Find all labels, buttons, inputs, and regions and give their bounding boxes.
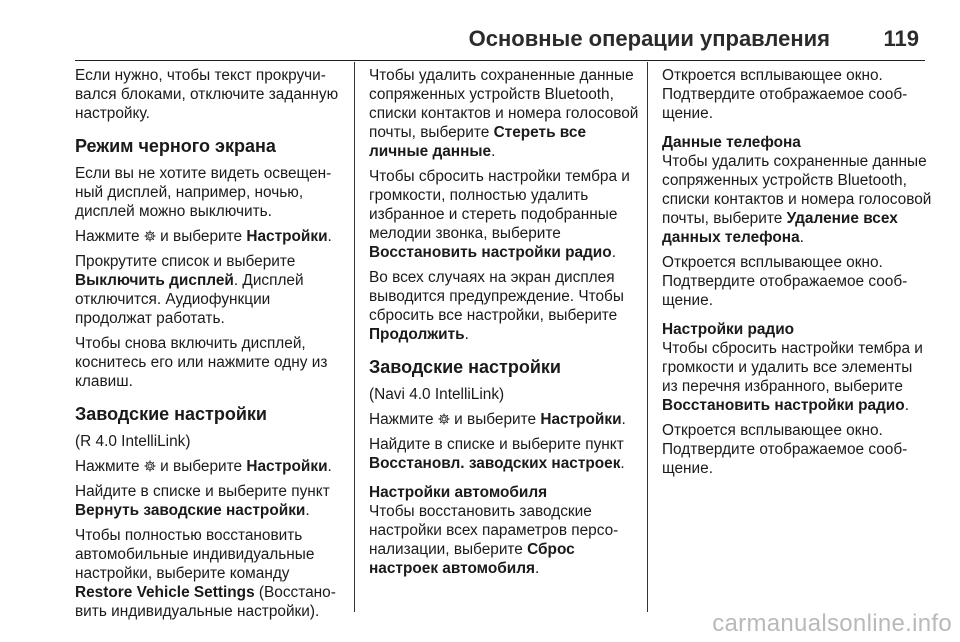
- paragraph: [369, 268, 639, 344]
- text: и выберите: [160, 458, 243, 475]
- paragraph: [662, 152, 932, 247]
- gear-icon: [144, 230, 156, 242]
- heading-radio-settings: Настройки радио: [662, 321, 795, 338]
- paragraph: Чтобы снова включить дисплей, коснитесь его или нажмите одну из клавиш.: [75, 335, 328, 390]
- menu-item-display-off: Выключить дисплей: [75, 272, 234, 289]
- paragraph: [75, 457, 345, 476]
- paragraph: [75, 227, 345, 246]
- text: .: [534, 560, 540, 577]
- paragraph: [369, 167, 639, 262]
- text: .: [904, 397, 909, 414]
- text: Чтобы полностью восстановить автомобильные индивидуальные настройки, выберите команду: [75, 527, 315, 582]
- text: .: [305, 502, 310, 519]
- paragraph: Откроется всплывающее окно. Подтвердите отображаемое сообщение.: [662, 422, 908, 477]
- paragraph: [75, 482, 345, 520]
- heading-phone-data: Данные телефона: [662, 134, 801, 151]
- paragraph: [369, 410, 639, 429]
- text: Чтобы сбросить настройки тембра и громкости и удалить все элементы из перечня избранного, выберите: [662, 340, 923, 395]
- menu-item-reset-vehicle: Сброс настроек автомобиля: [369, 541, 575, 577]
- text: .: [464, 326, 469, 343]
- text: .: [621, 411, 626, 428]
- text: .: [491, 143, 496, 160]
- menu-item-restore-vehicle: Restore Vehicle Settings: [75, 584, 255, 601]
- gear-icon: [438, 413, 450, 425]
- text: Нажмите: [369, 411, 434, 428]
- text: .: [620, 455, 625, 472]
- paragraph: (R 4.0 IntelliLink): [75, 433, 191, 450]
- menu-item-restore-radio: Восстановить настройки радио: [662, 397, 905, 414]
- text: Нажмите: [75, 458, 140, 475]
- text: Нажмите: [75, 228, 140, 245]
- text: Найдите в списке и выберите пункт: [369, 436, 624, 453]
- text: Прокрутите список и выберите: [75, 253, 296, 270]
- menu-item-erase-personal: Стереть все личные данные: [369, 124, 587, 160]
- menu-item-settings: Настройки: [246, 228, 328, 245]
- column-1: [75, 66, 345, 627]
- text: .: [799, 229, 804, 246]
- column-divider: [647, 62, 648, 612]
- column-3: [662, 66, 932, 484]
- paragraph: [75, 526, 345, 621]
- paragraph: Если нужно, чтобы текст прокручивался блоками, отключите заданную настройку.: [75, 67, 339, 122]
- heading-factory-settings: Заводские настройки: [369, 357, 561, 377]
- section-title: Основные операции управления: [468, 26, 830, 51]
- paragraph: [75, 252, 345, 328]
- text: Чтобы удалить сохраненные данные сопряженных устройств Bluetooth, списки контактов и номера голосовой почты, выберите: [369, 67, 639, 141]
- text: Чтобы восстановить заводские настройки всех параметров персонализации, выберите: [369, 503, 619, 558]
- text: Чтобы удалить сохраненные данные сопряженных устройств Bluetooth, списки контактов и номера голосовой почты, выберите: [662, 153, 932, 227]
- page-header: [75, 22, 925, 61]
- menu-item-restore-factory: Вернуть заводские настройки: [75, 502, 306, 519]
- paragraph: Откроется всплывающее окно. Подтвердите отображаемое сообщение.: [662, 254, 908, 309]
- column-divider: [354, 62, 355, 612]
- column-2: [369, 66, 639, 584]
- menu-item-restore-radio: Восстановить настройки радио: [369, 244, 612, 261]
- paragraph: Откроется всплывающее окно. Подтвердите отображаемое сообщение.: [662, 67, 908, 122]
- gear-icon: [144, 460, 156, 472]
- menu-item-continue: Продолжить: [369, 326, 465, 343]
- heading-vehicle-settings: Настройки автомобиля: [369, 484, 548, 501]
- text: Во всех случаях на экран дисплея выводится предупреждение. Чтобы сбросить все настройки, выберите: [369, 269, 624, 324]
- paragraph: [662, 339, 932, 415]
- heading-black-screen: Режим черного экрана: [75, 136, 276, 156]
- paragraph: Если вы не хотите видеть освещенный дисплей, например, ночью, дисплей можно выключить.: [75, 165, 332, 220]
- paragraph: (Navi 4.0 IntelliLink): [369, 386, 505, 403]
- menu-item-settings: Настройки: [246, 458, 328, 475]
- watermark: carmanualsonline.info: [712, 610, 952, 637]
- text: .: [611, 244, 616, 261]
- text: .: [327, 458, 332, 475]
- text: и выберите: [160, 228, 243, 245]
- page-number: 119: [883, 26, 919, 51]
- text: Найдите в списке и выберите пункт: [75, 483, 330, 500]
- text: и выберите: [454, 411, 537, 428]
- menu-item-settings: Настройки: [540, 411, 622, 428]
- menu-item-delete-phone-data: Удаление всех данных телефона: [662, 210, 898, 246]
- text: .: [327, 228, 332, 245]
- menu-item-restore-factory: Восстановл. заводских настроек: [369, 455, 621, 472]
- heading-factory-settings: Заводские настройки: [75, 404, 267, 424]
- paragraph: [369, 66, 639, 161]
- text: (Восстановить индивидуальные настройки).: [75, 584, 336, 620]
- paragraph: [369, 435, 639, 473]
- text: . Дисплей отключится. Аудиофункции продолжат работать.: [75, 272, 304, 327]
- text: Чтобы сбросить настройки тембра и громкости, полностью удалить избранное и стереть подобранные мелодии звонка, выберите: [369, 168, 630, 242]
- paragraph: [369, 502, 639, 578]
